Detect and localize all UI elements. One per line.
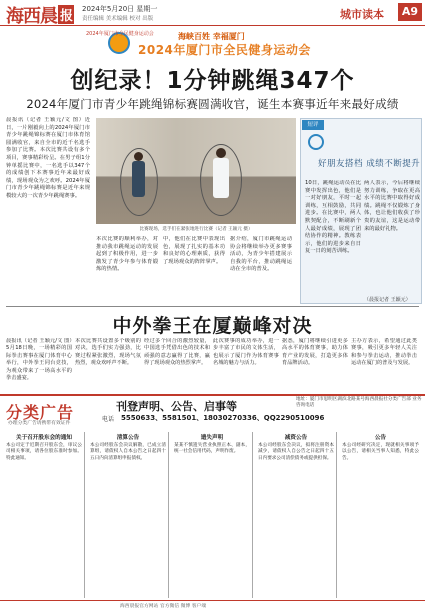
logo-box: 报 xyxy=(58,5,74,24)
classifieds-address: 地址：厦门市思明区湖滨北路某号海西晨报社分类广告部 业务咨询电话 xyxy=(296,397,422,409)
classifieds-hotline-title: 刊登声明、公告、启事等 xyxy=(116,400,237,413)
phone-label: 电话 xyxy=(102,416,115,423)
ad-body: 本公司经研究决定，现就相关事项予以公告，请相关当事人知悉，特此公告。 xyxy=(342,443,419,461)
ad-column xyxy=(256,432,337,598)
ad-title: 关于召开股东会的通知 xyxy=(16,435,72,441)
editor-credits: 责任编辑 美术编辑 校对 出版 xyxy=(82,16,154,22)
ad-column xyxy=(88,432,169,598)
classifieds-phones: 5550633、5581501、18030270336、QQ2290510096 xyxy=(121,414,325,422)
section-name: 城市读本 xyxy=(340,8,384,21)
classifieds-title: 分类广告 xyxy=(6,403,75,422)
story2-column: 此次赛事的成功举办，进一步丰富了市民的文体生活，也展示了厦门作为体育赛事名城的魅力与活力。 xyxy=(213,338,279,367)
ad-title: 清算公告 xyxy=(116,435,140,441)
ad-body: 某某不慎遗失营业执照正本、副本，统一社会信用代码，声明作废。 xyxy=(174,443,250,455)
banner-title: 2024年厦门市全民健身运动会 xyxy=(138,43,311,57)
story2-column: 主办方表示，希望通过此类赛事，吸引更多年轻人关注和参与拳击运动，推动拳击运动在厦门的普及与发展。 xyxy=(351,338,417,367)
ad-body: 本公司经股东会决议，拟将注册资本减少，请债权人自公告之日起四十五日内要求公司清偿债务或提供担保。 xyxy=(258,443,334,461)
classifieds-subtitle: 办理分类广告请携带有效证件 xyxy=(8,421,71,426)
story2-column: 晨报讯（记者 王颖元/文 图）5月18日晚，一场精彩的国际拳击赛事在厦门体育中心举行，中外拳王同台竞技，为观众带来了一场高水平的拳击盛宴。 xyxy=(6,338,72,382)
story2-column: 本次比赛共设置多个级别的对决，选手们实力强劲，比赛过程紧张激烈，现场气氛热烈，观众欢呼声不断。 xyxy=(75,338,141,367)
banner-slogan: 海峡百姓 幸福厦门 xyxy=(178,32,245,41)
page-number: A9 xyxy=(398,3,422,21)
banner-small-text: 2024年厦门市全民健身运动会 xyxy=(86,31,154,37)
ad-body: 本公司经股东会决议解散，已成立清算组，请债权人自本公告之日起四十五日内向清算组申报债权。 xyxy=(90,443,166,461)
main-subheadline: 2024年厦门市青少年跳绳锦标赛圆满收官，诞生本赛事近年来最好成绩 xyxy=(26,97,399,111)
article-column-2: 本次比赛的顺利举办，对推动我市跳绳运动的发展起到了积极作用，进一步激发了青少年参与体育锻炼的热情。 xyxy=(96,236,158,273)
footer-text: 海西晨报官方网站 官方微信 微博 客户端 xyxy=(120,604,207,609)
article-column-3: 中，他们在比赛中表现出色，展现了扎实的基本功和良好的心理素质，获得了现场观众的阵阵掌声。 xyxy=(163,236,225,265)
newspaper-logo: 海西晨 报 xyxy=(6,6,73,27)
commentary-column-1: 10日，跳绳运动员在比赛中发挥出色，他们是一对好朋友，平时一起训练，互相鼓励，共同进步。在比赛中，两人默契配合，不断刷新个人最好成绩，展现了团结协作的精神。教练表示，他们的进步来自日复一日的刻苦训练。 xyxy=(305,180,361,255)
page-footer xyxy=(0,600,425,611)
commentary-title: 好朋友搭档 成绩不断提升 xyxy=(318,159,421,169)
ad-column xyxy=(4,432,85,598)
commentary-icon xyxy=(308,134,324,150)
ad-title: 减资公告 xyxy=(284,435,308,441)
main-headline: 创纪录！1分钟跳绳347个 xyxy=(70,68,355,94)
article-column-4: 据介绍，厦门市跳绳运动协会将继续举办更多赛事活动，为青少年搭建展示自我的平台，推动跳绳运动在全市的普及。 xyxy=(230,236,292,273)
secondary-headline: 中外拳王在厦巅峰对决 xyxy=(112,315,313,337)
commentary-column-2: 两人表示，今后将继续努力训练，争取在更高水平的比赛中取得好成绩。跳绳不仅锻炼了身体，也让他们收获了珍贵的友谊，这是运动带来的最好礼物。 xyxy=(364,180,420,232)
ad-body: 本公司定于近期召开股东会，审议公司相关事项，请各位股东准时参加。特此通知。 xyxy=(6,443,82,461)
ad-title: 遗失声明 xyxy=(200,435,224,441)
article-photo xyxy=(96,118,296,224)
photo-caption: 比赛现场，选手们在紧张地进行比赛（记者 王颖元 摄） xyxy=(139,227,253,232)
article-column-1: 晨报讯（记者 王颖元/文 图）近日，一片刚毅向上的2024年厦门市青少年跳绳锦标赛在厦门市体育馆圆满收官，来自全市的近千名选手参加了比赛。本次比赛共设有多个项目，赛事精彩纷呈。在男子组1分钟单摇比赛中，一名选手以347个的成绩创下本赛事近年来最好成绩，现场观众为之欢呼。2024年厦门市青少年跳绳锦标赛是近年来规模较大的一次青少年跳绳赛事。 xyxy=(6,117,90,199)
classified-ads-grid xyxy=(4,432,421,598)
ad-title: 公告 xyxy=(374,435,387,441)
ad-column xyxy=(172,432,253,598)
story2-column: 据悉，厦门将继续引进更多高水平的体育赛事，助力体育产业的发展，打造更多体育品牌活动。 xyxy=(282,338,348,367)
story2-column: 经过多个回合的激烈较量，中国选手凭借出色的技术和顽强的意志赢得了比赛，赢得了现场观众的热烈掌声。 xyxy=(144,338,210,367)
commentary-author: （晨报记者 王颖元） xyxy=(364,297,411,303)
issue-date: 2024年5月20日 星期一 xyxy=(82,5,158,13)
section-divider xyxy=(6,306,419,307)
ad-column xyxy=(340,432,421,598)
masthead xyxy=(0,0,425,26)
event-banner xyxy=(60,28,370,58)
commentary-tag: 短评 xyxy=(302,120,324,130)
